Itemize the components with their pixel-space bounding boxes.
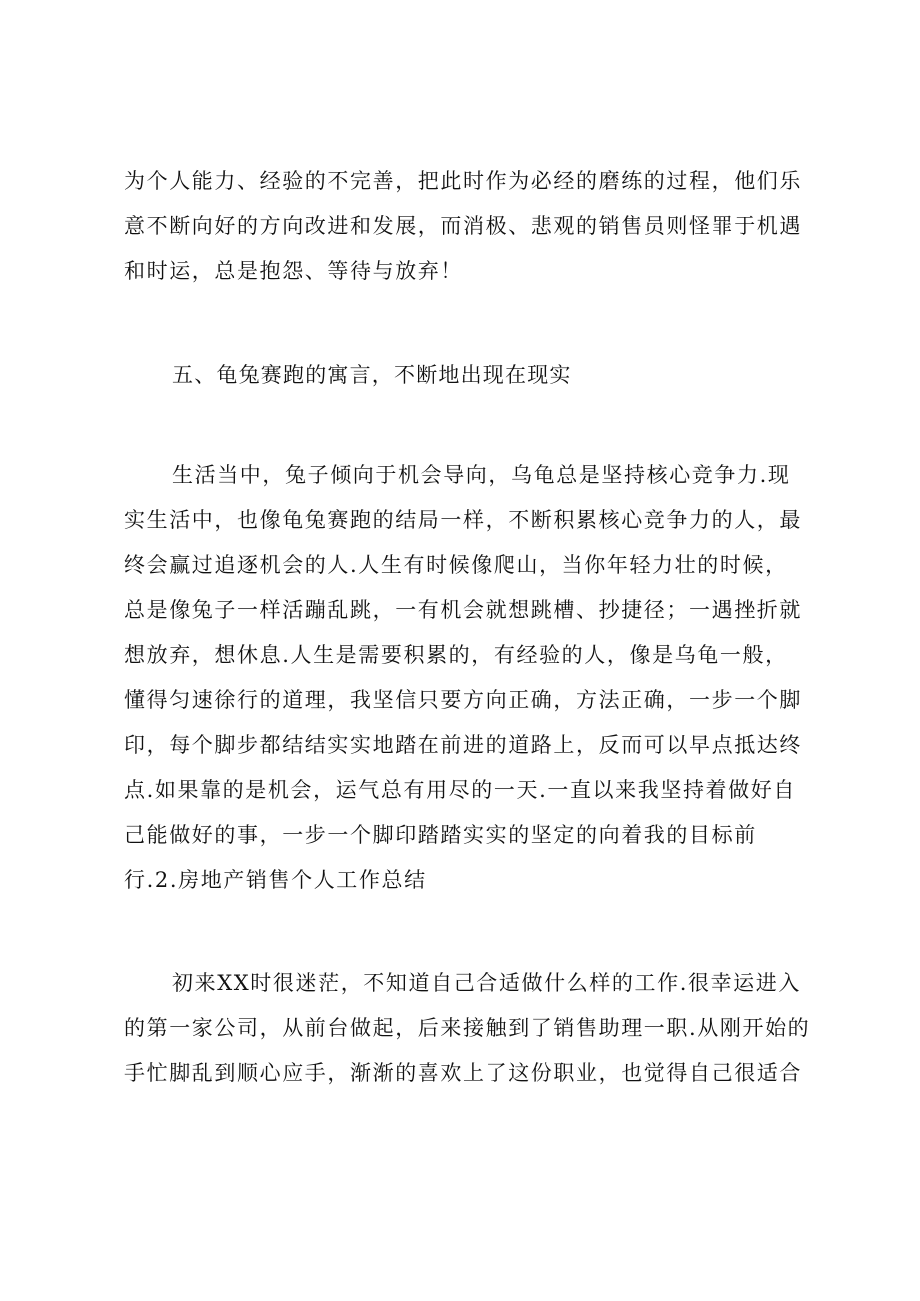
para3-line-3: 手忙脚乱到顺心应手，渐渐的喜欢上了这份职业，也觉得自己很适合: [124, 1061, 802, 1085]
para2-line-10: 行.2.房地产销售个人工作总结: [124, 868, 427, 892]
section-heading-5: 五、龟兔赛跑的寓言，不断地出现在现实: [172, 363, 572, 387]
para3-line-2: 的第一家公司，从前台做起，后来接触到了销售助理一职.从刚开始的: [124, 1016, 811, 1040]
para2-line-6: 懂得匀速徐行的道理，我坚信只要方向正确，方法正确，一步一个脚: [124, 688, 802, 712]
para1-line-2: 意不断向好的方向改进和发展，而消极、悲观的销售员则怪罪于机遇: [124, 214, 802, 238]
para1-line-3: 和时运，总是抱怨、等待与放弃！: [124, 259, 463, 283]
para2-line-1: 生活当中，兔子倾向于机会导向，乌龟总是坚持核心竞争力.现: [172, 463, 791, 487]
para2-line-4: 总是像兔子一样活蹦乱跳，一有机会就想跳槽、抄捷径；一遇挫折就: [124, 598, 802, 622]
para2-line-9: 己能做好的事，一步一个脚印踏踏实实的坚定的向着我的目标前: [124, 823, 757, 847]
para2-line-2: 实生活中，也像龟兔赛跑的结局一样，不断积累核心竞争力的人，最: [124, 508, 802, 532]
para2-line-3: 终会赢过追逐机会的人.人生有时候像爬山，当你年轻力壮的时候，: [124, 553, 788, 577]
para3-line-1: 初来XX时很迷茫，不知道自己合适做什么样的工作.很幸运进入: [172, 971, 801, 995]
para1-line-1: 为个人能力、经验的不完善，把此时作为必经的磨练的过程，他们乐: [124, 169, 802, 193]
para2-line-8: 点.如果靠的是机会，运气总有用尽的一天.一直以来我坚持着做好自: [124, 778, 796, 802]
para2-line-7: 印，每个脚步都结结实实地踏在前进的道路上，反而可以早点抵达终: [124, 733, 802, 757]
para2-line-5: 想放弃，想休息.人生是需要积累的，有经验的人，像是乌龟一般，: [124, 643, 788, 667]
